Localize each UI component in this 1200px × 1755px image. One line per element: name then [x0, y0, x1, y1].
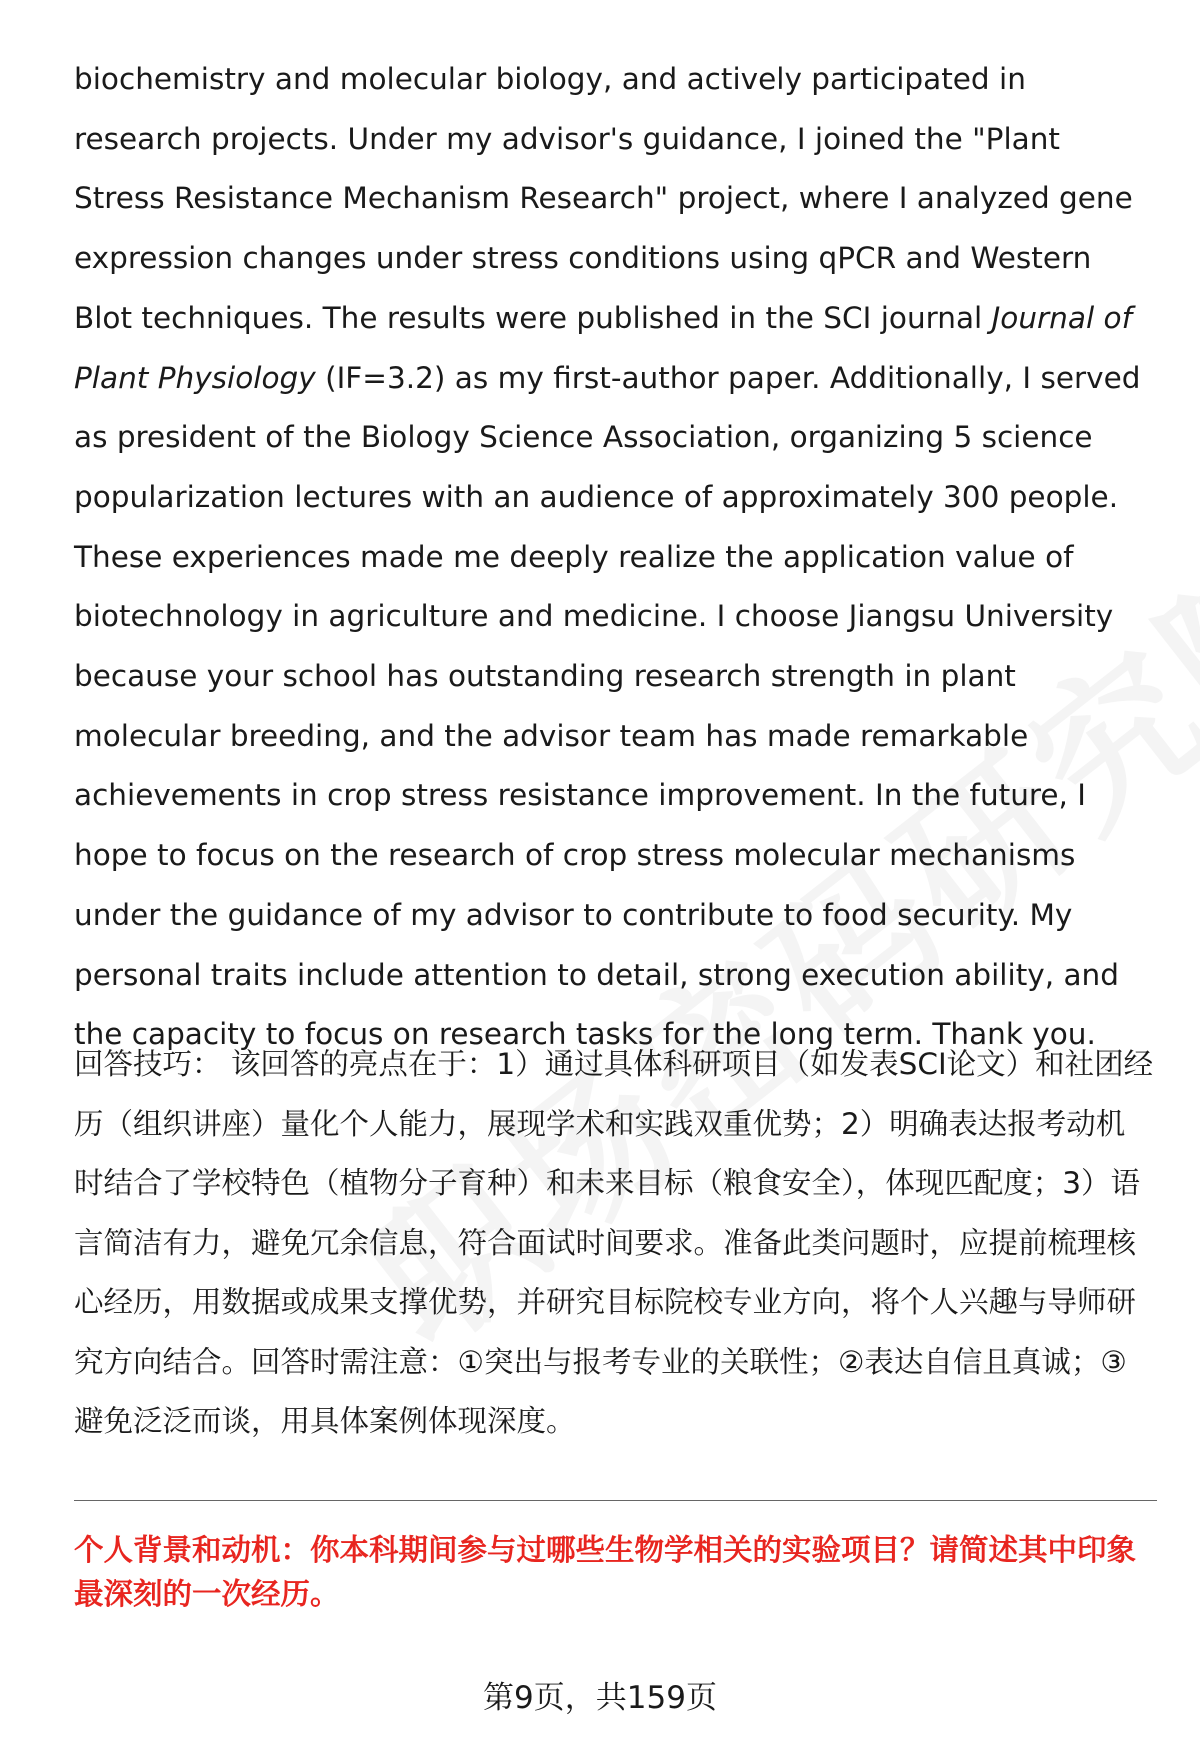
answer-paragraph — [74, 50, 1154, 1065]
answer-text-before: biochemistry and molecular biology, and actively participated in research projects. Under my advisor's guidance, I joined the "Plant Stress Resistance Mechanism Research" project, where I analyzed gene expression changes under stress conditions using qPCR and Western Blot techniques. The results were published in the SCI journal — [74, 62, 1133, 335]
question-heading: 个人背景和动机：你本科期间参与过哪些生物学相关的实验项目？请简述其中印象最深刻的一次经历。 — [74, 1533, 1137, 1611]
answer-tips-paragraph: 回答技巧： 该回答的亮点在于：1）通过具体科研项目（如发表SCI论文）和社团经历（组织讲座）量化个人能力，展现学术和实践双重优势；2）明确表达报考动机时结合了学校特色（植物分子育种）和未来目标（粮食安全），体现匹配度；3）语言简洁有力，避免冗余信息，符合面试时间要求。准备此类问题时，应提前梳理核心经历，用数据或成果支撑优势，并研究目标院校专业方向，将个人兴趣与导师研究方向结合。回答时需注意：①突出与报考专业的关联性；②表达自信且真诚；③避免泛泛而谈，用具体案例体现深度。 — [74, 1047, 1154, 1438]
journal-title: Journal of Plant Physiology — [74, 300, 1132, 395]
page-number: 第9页，共159页 — [483, 1680, 717, 1716]
section-divider — [74, 1500, 1157, 1501]
answer-text-after: (IF=3.2) as my first-author paper. Additionally, I served as president of the Biology Science Association, organizing 5 science popularization lectures with an audience of approximately 300 people. These experiences made me deeply realize the application value of biotechnology in agriculture and medicine. I choose Jiangsu University because your school has outstanding research strength in plant molecular breeding, and the advisor team has made remarkable achievements in crop stress resistance improvement. In the future, I hope to focus on the research of crop stress molecular mechanisms under the guidance of my advisor to contribute to food security. My personal traits include attention to detail, strong execution ability, and the capacity to focus on research tasks for the long term. Thank you. — [74, 360, 1141, 1052]
